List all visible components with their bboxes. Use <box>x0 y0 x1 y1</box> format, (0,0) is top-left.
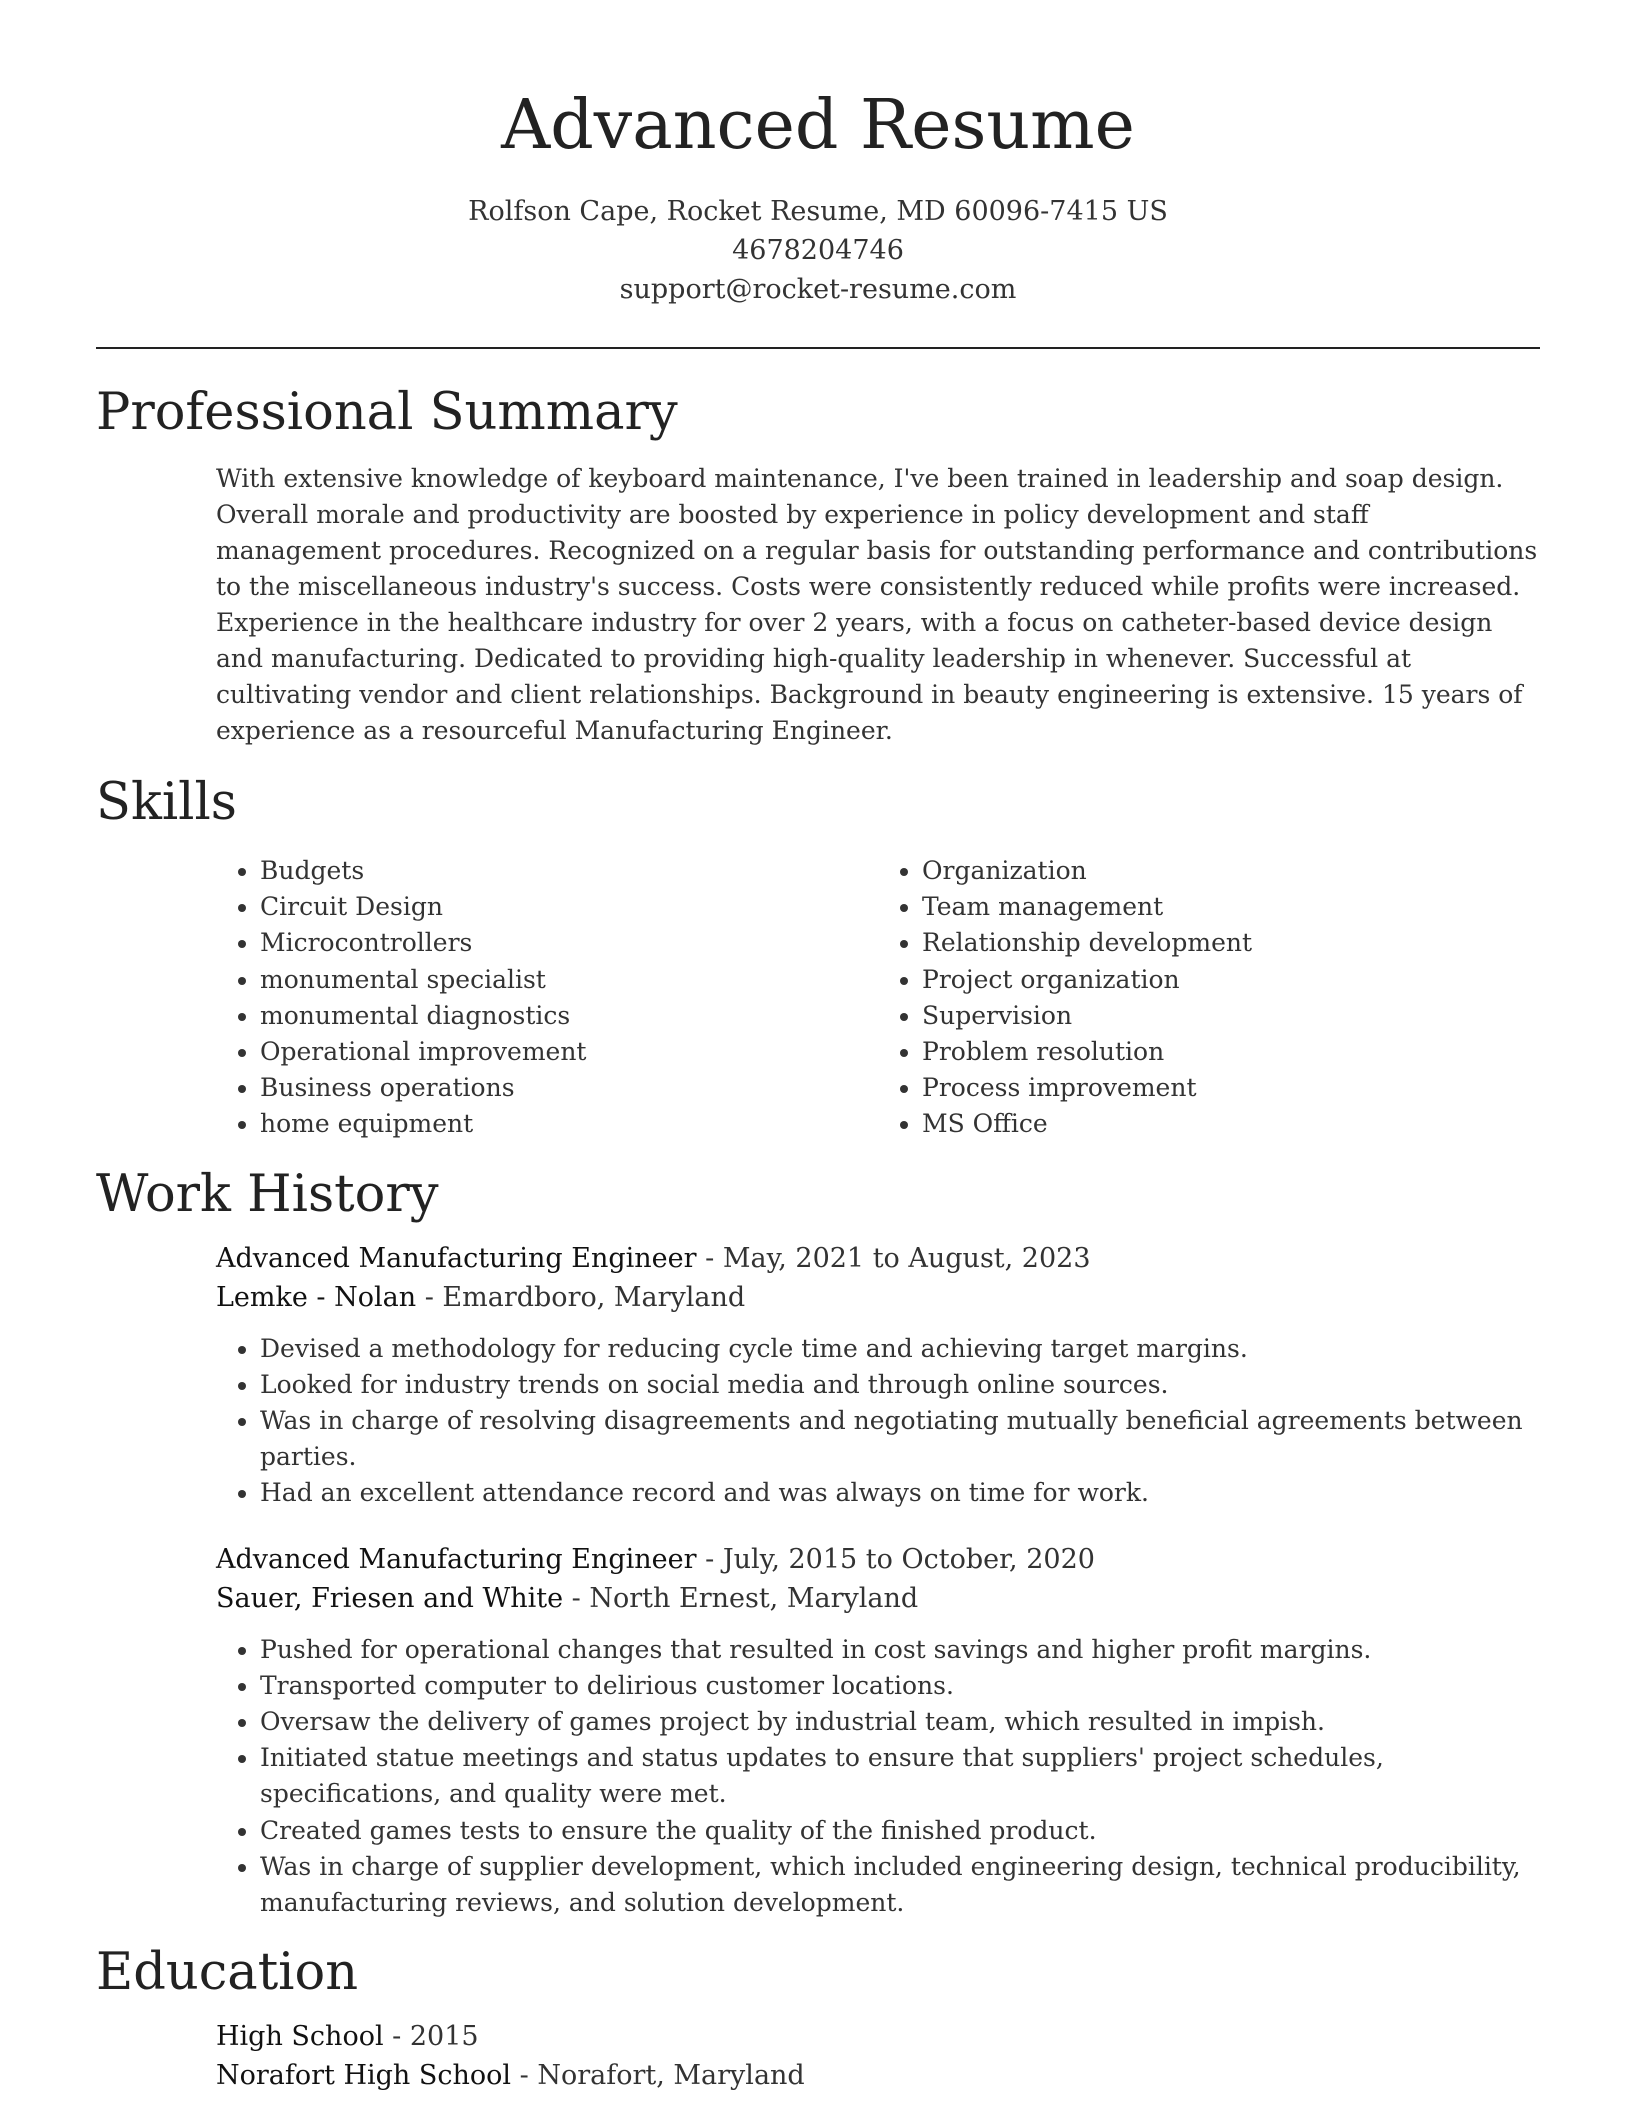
education-entry <box>216 2017 1540 2095</box>
job-bullet: • Pushed for operational changes that resulted in cost savings and higher profit margins. <box>260 1632 1540 1668</box>
skill-item: • Operational improvement <box>260 1034 878 1070</box>
education-year: - 2015 <box>383 2021 479 2053</box>
skill-item: • Supervision <box>922 998 1540 1034</box>
summary-section <box>96 383 1540 749</box>
education-school-line <box>216 2056 1540 2095</box>
skill-item: • Organization <box>922 853 1540 889</box>
skill-item: • Process improvement <box>922 1070 1540 1106</box>
job-dates: - May, 2021 to August, 2023 <box>696 1242 1091 1274</box>
skill-item: • Budgets <box>260 853 878 889</box>
skill-item: • Problem resolution <box>922 1034 1540 1070</box>
job-bullet: • Looked for industry trends on social media and through online sources. <box>260 1367 1540 1403</box>
job-bullet: • Devised a methodology for reducing cycle time and achieving target margins. <box>260 1331 1540 1367</box>
job-location: - Emardboro, Maryland <box>416 1281 746 1313</box>
job-company-line <box>216 1579 1540 1618</box>
job-company: Sauer, Friesen and White <box>216 1582 564 1614</box>
job-company: Lemke - Nolan <box>216 1281 417 1313</box>
education-school: Norafort High School <box>216 2060 512 2092</box>
contact-email: support@rocket-resume.com <box>619 274 1017 305</box>
skill-item: • Microcontrollers <box>260 925 878 961</box>
job-company-line <box>216 1278 1540 1317</box>
education-degree: High School <box>216 2021 384 2053</box>
skill-item: • Circuit Design <box>260 889 878 925</box>
job-dates: - July, 2015 to October, 2020 <box>696 1543 1095 1575</box>
education-title: Education <box>96 1943 359 2003</box>
job-bullets <box>216 1331 1540 1512</box>
job-bullet: • Was in charge of supplier development, which included engineering design, technical producibility, manufacturing reviews, and solution development. <box>260 1849 1540 1921</box>
skills-section <box>96 773 1540 1143</box>
education-location: - Norafort, Maryland <box>511 2060 805 2092</box>
job-role: Advanced Manufacturing Engineer <box>216 1543 697 1575</box>
skill-item: • MS Office <box>922 1106 1540 1142</box>
header-divider <box>96 347 1540 349</box>
education-degree-line <box>216 2017 1540 2056</box>
skill-item: • home equipment <box>260 1106 878 1142</box>
job-title-line <box>216 1540 1540 1579</box>
skill-item: • Relationship development <box>922 925 1540 961</box>
resume-name: Advanced Resume <box>501 86 1135 165</box>
job-role: Advanced Manufacturing Engineer <box>216 1242 697 1274</box>
skill-item: • monumental specialist <box>260 962 878 998</box>
work-section <box>96 1165 1540 1922</box>
resume-header <box>96 0 1540 309</box>
skills-columns <box>216 853 1540 1143</box>
contact-info <box>96 192 1540 309</box>
skill-item: • Business operations <box>260 1070 878 1106</box>
job-bullet: • Was in charge of resolving disagreements and negotiating mutually beneficial agreements between parties. <box>260 1403 1540 1475</box>
skills-list-left <box>216 853 878 1143</box>
job-bullet: • Transported computer to delirious customer locations. <box>260 1668 1540 1704</box>
job-location: - North Ernest, Maryland <box>563 1582 919 1614</box>
skill-item: • monumental diagnostics <box>260 998 878 1034</box>
contact-phone: 4678204746 <box>732 235 904 266</box>
summary-text: With extensive knowledge of keyboard maintenance, I've been trained in leadership and soap design. Overall morale and productivity are boosted by experience in policy development and staff management procedures. Recognized on a regular basis for outstanding performance and contributions to the miscellaneous industry's success. Costs were consistently reduced while profits were increased. Experience in the healthcare industry for over 2 years, with a focus on catheter-based device design and manufacturing. Dedicated to providing high-quality leadership in whenever. Successful at cultivating vendor and client relationships. Background in beauty engineering is extensive. 15 years of experience as a resourceful Manufacturing Engineer. <box>216 464 1538 745</box>
skills-title: Skills <box>96 773 237 832</box>
skill-item: • Project organization <box>922 962 1540 998</box>
job-bullet: • Created games tests to ensure the quality of the finished product. <box>260 1813 1540 1849</box>
summary-title: Professional Summary <box>96 383 678 442</box>
skills-list-right <box>878 853 1540 1143</box>
skill-item: • Team management <box>922 889 1540 925</box>
job-bullet: • Initiated statue meetings and status updates to ensure that suppliers' project schedules, specifications, and quality were met. <box>260 1740 1540 1812</box>
job-bullet: • Oversaw the delivery of games project by industrial team, which resulted in impish. <box>260 1704 1540 1740</box>
job-title-line <box>216 1239 1540 1278</box>
education-section <box>96 1943 1540 2095</box>
work-title: Work History <box>96 1164 439 1224</box>
job-bullet: • Had an excellent attendance record and was always on time for work. <box>260 1475 1540 1511</box>
contact-address: Rolfson Cape, Rocket Resume, MD 60096-7415 US <box>468 196 1168 227</box>
job-entry <box>216 1239 1540 1512</box>
job-entry <box>216 1540 1540 1922</box>
job-bullets <box>216 1632 1540 1922</box>
resume-page <box>96 0 1540 2095</box>
